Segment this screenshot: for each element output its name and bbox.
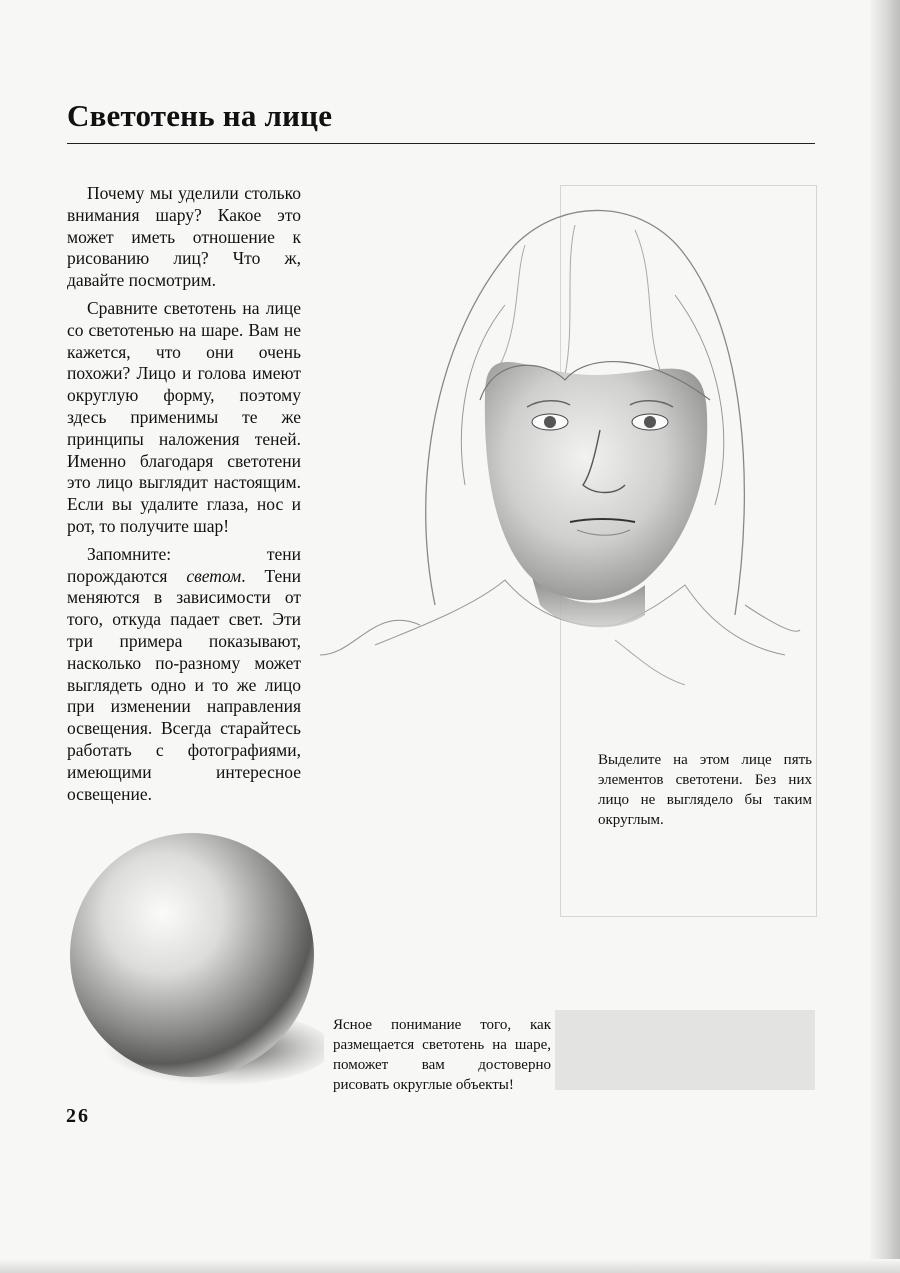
page-bottom-edge (0, 1259, 900, 1273)
page-title: Светотень на лице (67, 98, 333, 133)
paragraph-1: Почему мы уделили столько внимания шару? Какое это может иметь отношение к рисованию лиц? Что ж, давайте посмотрим. (67, 183, 301, 291)
show-through-gray-block (555, 1010, 815, 1090)
sphere-caption: Ясное понимание того, как размещается светотень на шаре, поможет вам достоверно рисовать округлые объекты! (333, 1017, 551, 1093)
face-caption: Выделите на этом лице пять элементов светотени. Без них лицо не выглядело бы таким округлым. (598, 752, 812, 828)
sphere-illustration (62, 820, 324, 1110)
paragraph-3-end: . Тени меняются в зависимости от того, откуда падает свет. Эти три примера показывают, насколько по-разному может выглядеть одно и то же лицо при изменении направления освещения. Всегда старайтесь работать с фотографиями, имеющими интересное освещение. (67, 565, 301, 804)
main-text (67, 183, 301, 811)
page-number: 26 (66, 1105, 90, 1127)
page-binding-shadow (870, 0, 900, 1273)
paragraph-3-start: Запомните: тени порождаются (67, 543, 301, 586)
paragraph-3 (67, 544, 301, 806)
title-rule (67, 143, 815, 144)
face-illustration (315, 185, 815, 705)
paragraph-2: Сравните светотень на лице со светотенью на шаре. Вам не кажется, что они очень похожи? Лицо и голова имеют округлую форму, поэтому здесь применимы те же принципы наложения теней. Именно благодаря светотени это лицо выглядит настоящим. Если вы удалите глаза, нос и рот, то получите шар! (67, 297, 301, 536)
emphasis-light: светом (186, 565, 242, 586)
